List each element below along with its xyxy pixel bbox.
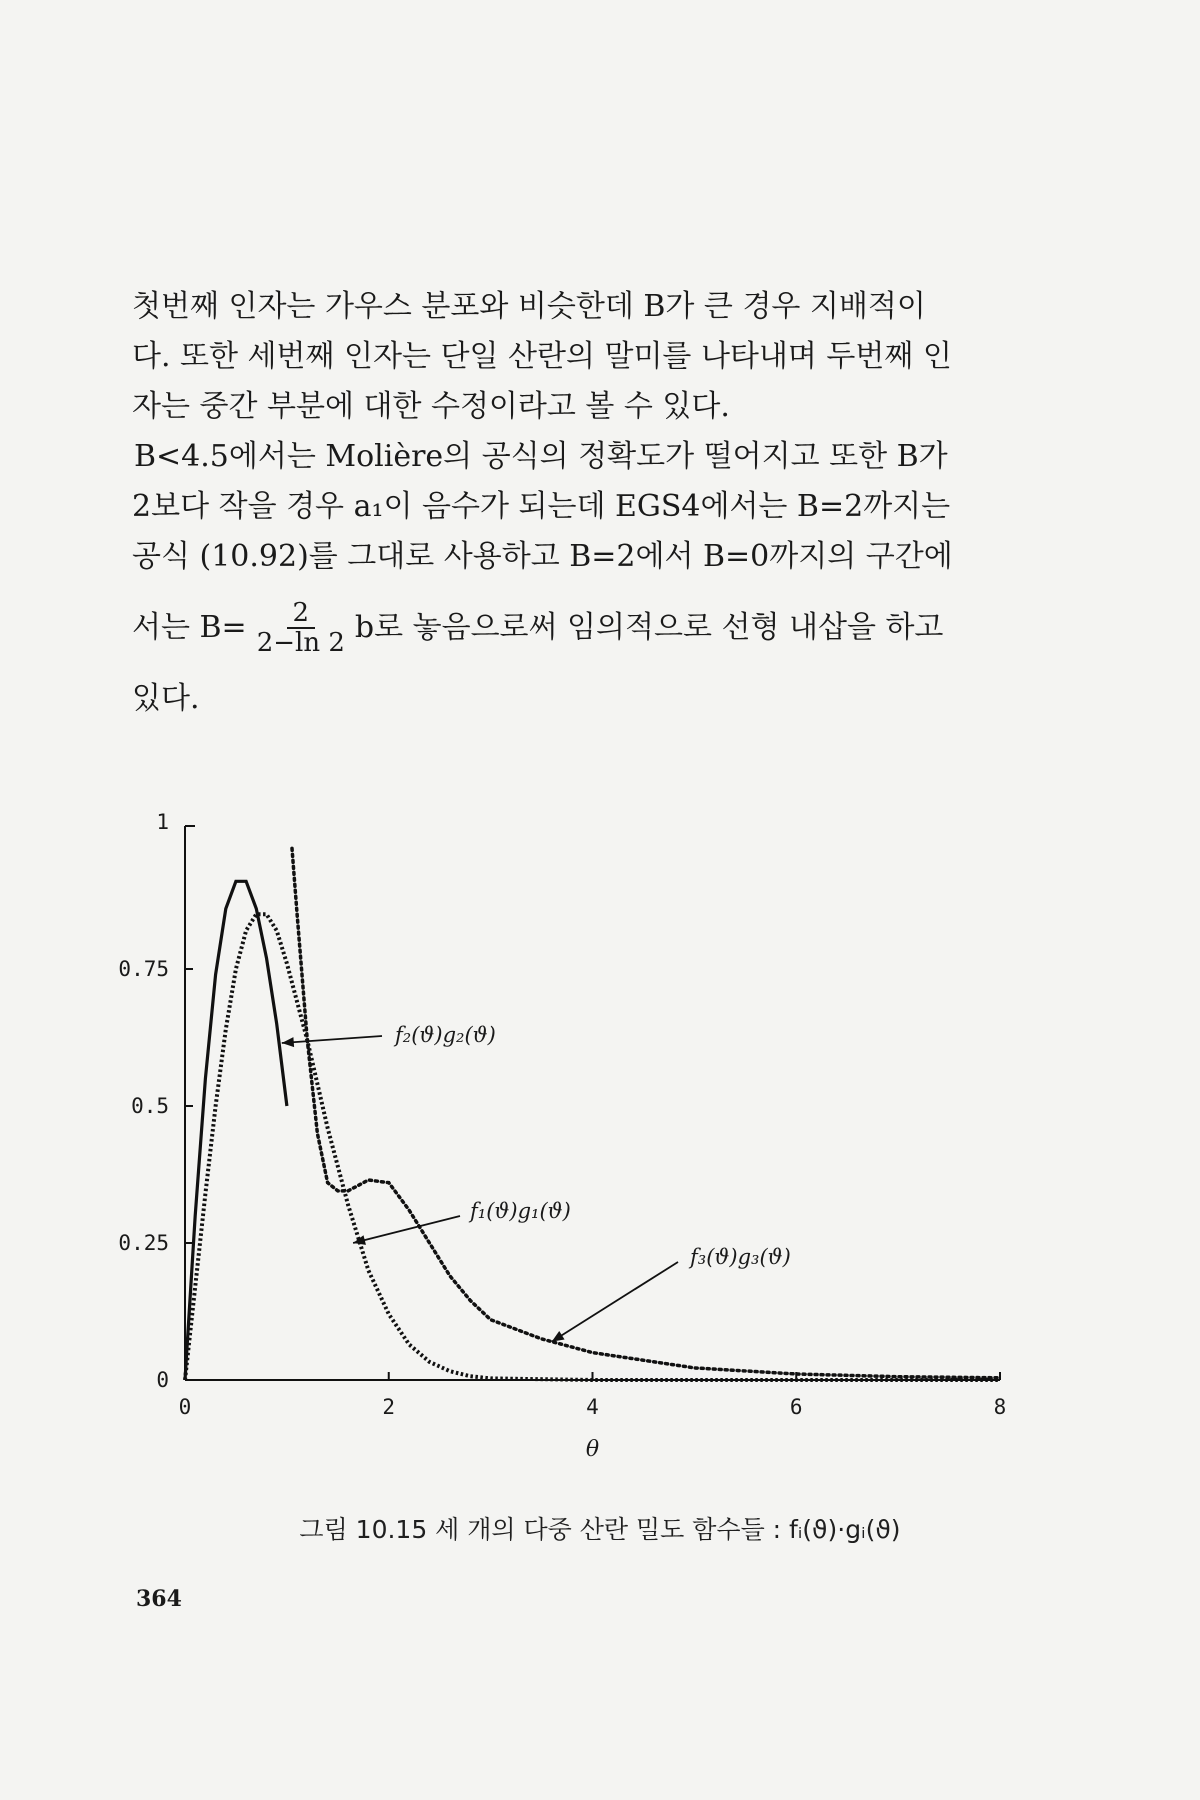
x-tick-label: 6 [789,1395,803,1419]
y-tick-label: 0.5 [131,1094,169,1118]
annotation-leader [552,1262,678,1342]
series-line-3 [292,848,1000,1377]
x-tick-label: 8 [993,1395,1007,1419]
paragraph-2-line-5: 있다. [132,681,200,716]
x-tick-label: 0 [178,1395,192,1419]
annotation-arrowhead [282,1037,294,1047]
fraction-numerator: 2 [287,599,316,629]
fraction [251,599,351,657]
line-4-prefix: 서는 B= [132,610,247,645]
paragraph-2-line-4 [132,582,1020,674]
annotation-arrowhead [552,1331,565,1342]
x-tick-label: 4 [586,1395,599,1419]
paragraph-2-line-2: 2보다 작을 경우 a₁이 음수가 되는데 EGS4에서는 B=2까지는 [132,489,951,524]
y-tick-label: 0 [156,1368,169,1392]
paragraph-1-line-3: 자는 중간 부분에 대한 수정이라고 볼 수 있다. [132,389,730,424]
annotation-arrowhead [353,1235,366,1245]
body-text [132,282,1020,724]
x-tick-label: 2 [382,1395,396,1419]
fraction-denominator: 2−ln 2 [256,628,345,658]
y-tick-label: 0.25 [118,1231,169,1255]
figure-caption: 그림 10.15 세 개의 다중 산란 밀도 함수들 : fᵢ(ϑ)·gᵢ(ϑ) [299,1515,901,1544]
paragraph-1-line-2: 다. 또한 세번째 인자는 단일 산란의 말미를 나타내며 두번째 인 [132,339,952,374]
page-number: 364 [136,1586,182,1612]
line-4-suffix: b로 놓음으로써 임의적으로 선형 내삽을 하고 [354,610,944,645]
annotation-leader [353,1216,460,1243]
paragraph-2-line-1: B<4.5에서는 Molière의 공식의 정확도가 떨어지고 또한 B가 [134,439,948,474]
series-line-2 [185,881,287,1380]
paragraph-2-line-3: 공식 (10.92)를 그대로 사용하고 B=2에서 B=0까지의 구간에 [132,539,953,574]
annotation-leader [282,1036,382,1043]
annotation-label: f₃(ϑ)g₃(ϑ) [690,1245,791,1269]
paragraph-1-line-1: 첫번째 인자는 가우스 분포와 비슷한데 B가 큰 경우 지배적이 [132,289,926,324]
annotation-label: f₂(ϑ)g₂(ϑ) [395,1023,496,1047]
annotation-label: f₁(ϑ)g₁(ϑ) [470,1199,571,1223]
x-axis-label: θ [585,1437,600,1462]
series-line-1 [185,914,1000,1380]
y-tick-label: 1 [156,810,169,834]
y-tick-label: 0.75 [118,957,169,981]
